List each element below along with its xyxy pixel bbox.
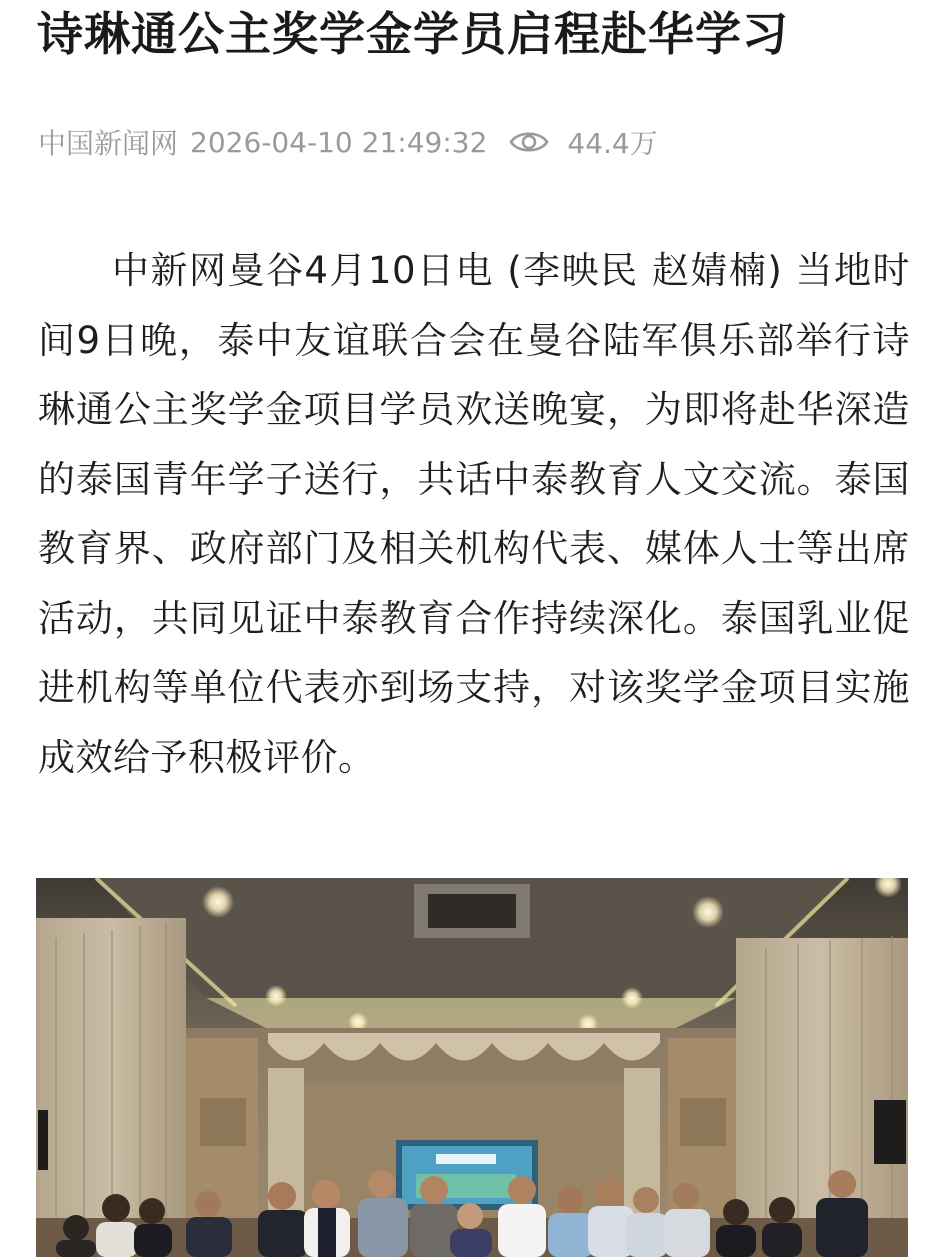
event-photo <box>36 878 908 1257</box>
view-count: 44.4万 <box>567 127 658 160</box>
source-name: 中国新闻网 <box>38 127 179 160</box>
article-body: 中新网曼谷4月10日电 (李映民 赵婧楠) 当地时间9日晚，泰中友谊联合会在曼谷陆军俱乐部举行诗琳通公主奖学金项目学员欢送晚宴，为即将赴华深造的泰国青年学子送行，共话中泰教育人文交流。泰国教育界、政府部门及相关机构代表、媒体人士等出席活动，共同见证中泰教育合作持续深化。泰国乳业促进机构等单位代表亦到场支持，对该奖学金项目实施成效给予积极评价。 <box>38 249 910 779</box>
eye-icon <box>509 129 549 155</box>
article-meta <box>38 120 658 164</box>
publish-time: 2026-04-10 21:49:32 <box>190 125 488 159</box>
article-title: 诗琳通公主奖学金学员启程赴华学习 <box>37 7 789 61</box>
